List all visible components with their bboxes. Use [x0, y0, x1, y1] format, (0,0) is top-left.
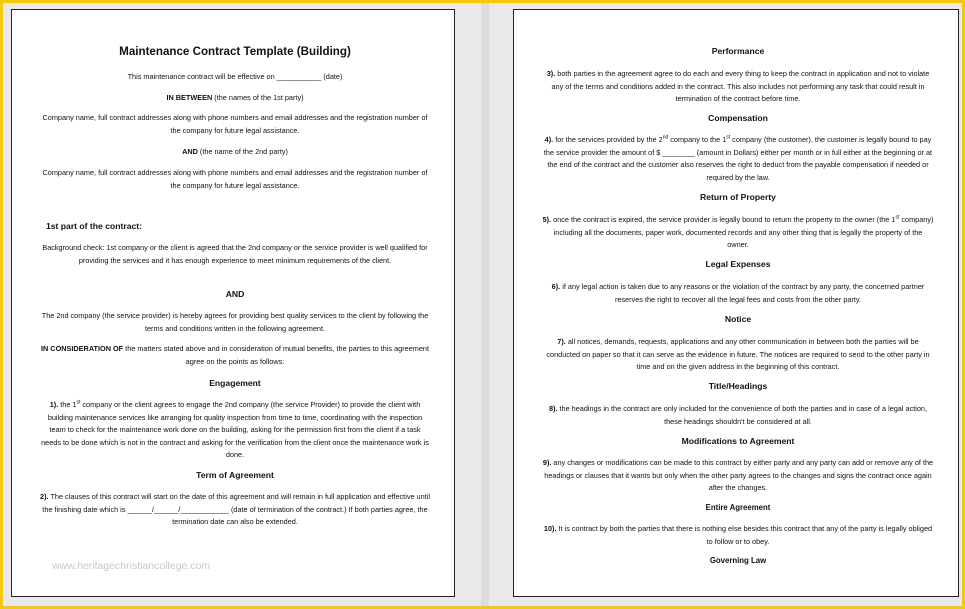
- consideration-text: the matters stated above and in consideration of mutual benefits, the parties to this agreement agree on the points as follows:: [123, 344, 429, 366]
- modifications-heading: Modifications to Agreement: [681, 436, 795, 446]
- return-text-a: once the contract is expired, the service provider is legally bound to return the property to the owner (the 1: [551, 215, 896, 224]
- engagement-text-b: company or the client agrees to engage the 2nd company (the service Provider) to provide the client with building maintenance services like arranging for quality inspection from time to time, coordinating with the inspection team to check for the maintenance work done on the building, asking for the permission first from the client if a task needs to be done which is not in the contract and asking for the verification from the client once the maintenance work is done.: [41, 400, 429, 459]
- entire-agreement-text: It is contract by both the parties that there is nothing else besides this contract that any of the party is legally obliged to follow or to obey.: [556, 524, 933, 546]
- compensation-text-b: company to the 1: [668, 135, 727, 144]
- legal-number: 6).: [551, 282, 561, 291]
- entire-agreement-heading: Entire Agreement: [705, 503, 771, 512]
- term-clause: [40, 491, 430, 529]
- document-title: Maintenance Contract Template (Building): [119, 45, 351, 58]
- title-headings-heading: Title/Headings: [708, 381, 768, 391]
- performance-text: both parties in the agreement agree to do each and every thing to keep the contract in application and not to violate any of the terms and conditions added in the contract. This also includes not performing any task that could result in termination of the contract before time.: [551, 69, 930, 103]
- and-party2-line: [40, 146, 430, 159]
- engagement-sup: st: [76, 399, 81, 406]
- effective-date-line: This maintenance contract will be effective on ___________ (date): [127, 72, 343, 81]
- compensation-text-a: for the services provided by the 2: [553, 135, 663, 144]
- engagement-clause: [40, 399, 430, 462]
- title-headings-clause: [542, 403, 934, 428]
- in-between-label: IN BETWEEN: [166, 93, 213, 102]
- entire-agreement-clause: [542, 523, 934, 548]
- notice-number: 7).: [557, 337, 566, 346]
- title-headings-text: the headings in the contract are only included for the convenience of both the parties and in case of a legal action, these headings shouldn't be considered at all.: [557, 404, 928, 426]
- engagement-heading: Engagement: [209, 378, 261, 388]
- legal-clause: [542, 281, 934, 306]
- governing-law-heading: Governing Law: [709, 556, 767, 565]
- and-center: AND: [225, 289, 245, 299]
- return-text-b: company) including all the documents, paper work, documented records and any other thing that is legally the property of the owner.: [553, 215, 934, 249]
- compensation-sup-2: st: [726, 134, 731, 141]
- page-gutter: [481, 3, 489, 606]
- compensation-sup-1: nd: [662, 134, 669, 141]
- legal-heading: Legal Expenses: [705, 259, 771, 269]
- consideration-label: IN CONSIDERATION OF: [40, 344, 124, 353]
- term-heading: Term of Agreement: [196, 470, 274, 480]
- notice-heading: Notice: [724, 314, 752, 324]
- return-heading: Return of Property: [700, 192, 776, 202]
- term-text: The clauses of this contract will start on the date of this agreement and will remain in full application and effective until the finishing date which is ______/______/____________ (date of termination of the contract.) If both parties agree, the termination date can also be extended.: [42, 492, 430, 526]
- modifications-text: any changes or modifications can be made to this contract by either party and any party can add or remove any of the headings or clauses that it wants but only when the other party agrees to the changes and signs the contract once again after the changes.: [544, 458, 934, 492]
- in-between-line: [40, 92, 430, 105]
- engagement-number: 1).: [49, 400, 59, 409]
- performance-clause: [542, 68, 934, 106]
- performance-heading: Performance: [711, 46, 765, 56]
- page-right: [513, 9, 959, 597]
- first-part-heading: 1st part of the contract:: [46, 221, 142, 231]
- background-check: Background check: 1st company or the client is agreed that the 2nd company or the service provider is well qualified for providing the services and it has enough experience to meet minimum requirements of the client.: [42, 243, 428, 265]
- entire-agreement-number: 10).: [543, 524, 557, 533]
- modifications-number: 9).: [542, 458, 552, 467]
- title-headings-number: 8).: [548, 404, 558, 413]
- in-between-text: (the names of the 1st party): [212, 93, 304, 102]
- compensation-text-c: company (the customer), the customer is legally bound to pay the service provider the amount of $ ________ (amount in Dollars) either per month or in full either at the beginning or at the end of the contract and the customer also reserves the right to deduct from the payable compensation if needed or required by the law.: [543, 135, 933, 182]
- compensation-clause: [542, 134, 934, 184]
- consideration-clause: [40, 343, 430, 368]
- engagement-text-a: the 1: [58, 400, 77, 409]
- performance-number: 3).: [546, 69, 556, 78]
- notice-text: all notices, demands, requests, applications and any other communication in between both the parties will be conducted on paper so that it can serve as the evidence in future. The notices are required to send to the other party in time and on the given address in the beginning of this contract.: [546, 337, 930, 371]
- term-number: 2).: [40, 492, 49, 501]
- document-viewer: [3, 3, 962, 606]
- modifications-clause: [542, 457, 934, 495]
- return-sup: st: [895, 214, 900, 221]
- return-clause: [542, 214, 934, 252]
- page-left: [11, 9, 455, 597]
- and-label: AND: [182, 147, 198, 156]
- party1-details: Company name, full contract addresses along with phone numbers and email addresses and the registration number of the company for future legal assistance.: [42, 113, 428, 135]
- watermark: www.heritagechristiancollege.com: [52, 560, 211, 572]
- return-number: 5).: [542, 215, 552, 224]
- notice-clause: [542, 336, 934, 374]
- compensation-number: 4).: [544, 135, 554, 144]
- and-text: (the name of the 2nd party): [197, 147, 288, 156]
- legal-text: if any legal action is taken due to any reasons or the violation of the contract by any party, the concerned partner reserves the right to recover all the legal fees and costs from the other party.: [560, 282, 925, 304]
- party2-details: Company name, full contract addresses along with phone numbers and email addresses and the registration number of the company for future legal assistance.: [42, 168, 428, 190]
- provider-agreement: The 2nd company (the service provider) is hereby agrees for providing best quality services to the client by following the terms and conditions written in the following agreement.: [41, 311, 429, 333]
- compensation-heading: Compensation: [708, 113, 768, 123]
